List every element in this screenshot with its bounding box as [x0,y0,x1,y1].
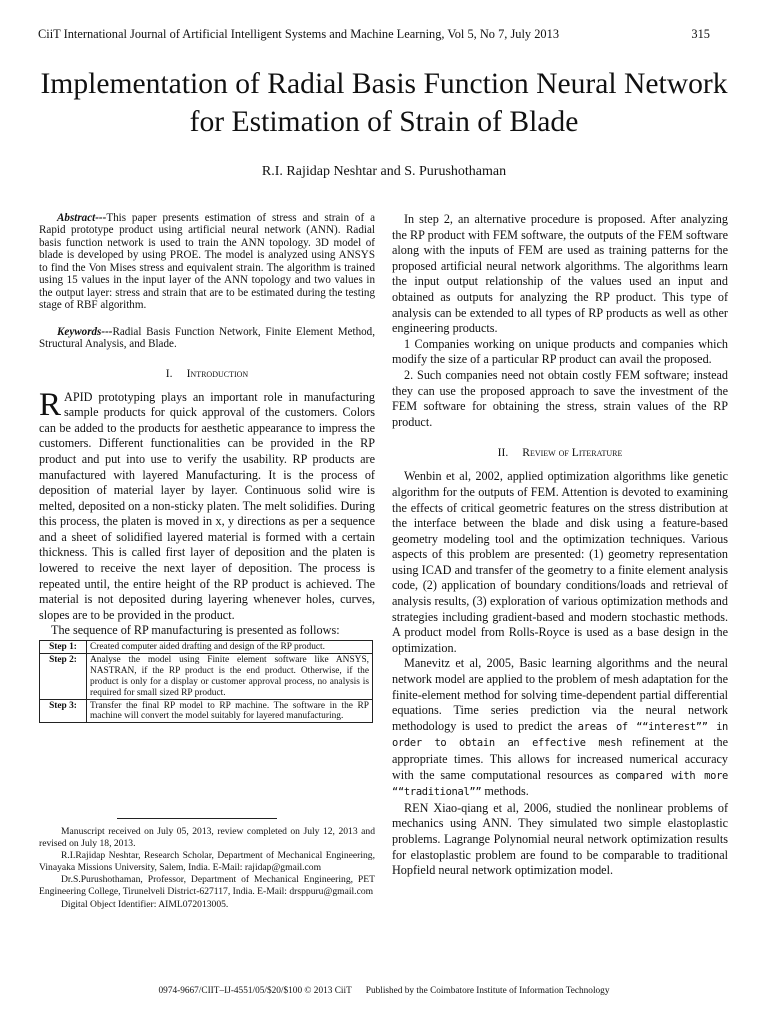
step-label: Step 3: [40,699,87,723]
footnotes [39,826,375,911]
table-row [40,653,373,699]
step-label: Step 2: [40,653,87,699]
section-title: Introduction [186,366,249,380]
running-header [38,26,710,42]
intro-paragraph [39,386,375,624]
step-description: Analyse the model using Finite element software like ANSYS, NASTRAN, if the RP product is the end product. Otherwise, if the product is only for a display or customer approval process, no analysis is required for small sized RP product. [87,653,373,699]
footnote-author-2: Dr.S.Purushothaman, Professor, Department of Mechanical Engineering, PET Engineering College, Tirunelveli District-627117, India. E-Mail: drsppuru@gmail.com [39,874,375,898]
step-description: Transfer the final RP model to RP machine. The software in the RP machine will convert the model suitably for layered manufacturing. [87,699,373,723]
step-description: Created computer aided drafting and design of the RP product. [87,641,373,654]
footnote-divider [117,818,277,819]
intro-paragraph-text: APID prototyping plays an important role in manufacturing sample products for quick approval of the customers. Colors can be added to the products for aesthetic appearance to impress the customers. Different functionalities can be provided in the RP product and put into use to verify the usability. RP products are manufactured with layered Manufacturing. It is the process of deposition of material layer by layer. Continuous solid wire is melted, deposited on a non-sticky platen. The melt solidifies. During this process, the platen is moved in x, y directions as per a sequence and a sheet of solidified layered material is formed with a certain thickness. This is called first layer of deposition and the platen is lowered to receive the next layer of deposition. The process is repeated until, the entire height of the RP product is achieved. The material is not deposited during layering whenever holes, curves, slopes are to be provided in the product. [39,389,375,622]
footer-publisher: Published by the Coimbatore Institute of Information Technology [365,986,610,996]
review-paragraph-2-mono-b: compared with more ““traditional”” [392,769,729,799]
page-number: 315 [691,27,710,41]
step-label: Step 1: [40,641,87,654]
sequence-intro: The sequence of RP manufacturing is presented as follows: [51,623,340,638]
list-item-2: 2. Such companies need not obtain costly FEM software; instead they can use the proposed approach to save the investment of the FEM software for obtaining the stress, strain values of the RP product. [392,367,728,429]
step2-paragraph: In step 2, an alternative procedure is proposed. After analyzing the RP product with FEM software, the outputs of the FEM software along with the inputs of FEM are used as training patterns for the proposed artificial neural network algorithms. The algorithms learn the input output relationship of the values used an input and obtained as outputs for analyzing the RP product. This type of analysis can be extended to all types of RP products as well as other engineering products. [392,212,728,336]
review-paragraph-2-text-c: methods. [484,784,529,799]
left-column [39,212,375,723]
footer-issn: 0974-9667/CIIT–IJ-4551/05/$20/$100 © 2013 CiiT [158,986,352,996]
journal-citation: CiiT International Journal of Artificial Intelligent Systems and Machine Learning, Vol 5, No 7, July 2013 [38,27,560,41]
footnote-received: Manuscript received on July 05, 2013, review completed on July 12, 2013 and revised on July 18, 2013. [39,826,375,850]
keywords [39,326,375,351]
footnote-doi: Digital Object Identifier: AIML072013005. [61,898,229,910]
author-line: R.I. Rajidap Neshtar and S. Purushothaman [261,164,507,179]
section-title: Review of Literature [522,446,623,460]
page-footer [40,985,728,997]
review-paragraph-2-text-b: refinement at the appropriate times. This allows for increased numerical accuracy with the same computational resources as [392,735,728,782]
review-paragraph-1: Wenbin et al, 2002, applied optimization algorithms like genetic algorithm for the outputs of FEM. Attention is devoted to examining the effects of critical geometric features on the stress distribution at the interface between the blade and disk using a feature-based geometry modeling tool and the optimization techniques. Various aspects of this problem are presented: (1) geometry representation using ICAD and transfer of the geometry to a finite element analysis code, (2) application of boundary conditions/loads and retrieval of analysis results, (3) exploration of various optimization methods and strategies including gradient-based and modern stochastic methods. A product model from Rolls-Royce is used as a base design in the optimization. [392,469,728,655]
footnote-author-1: R.I.Rajidap Neshtar, Research Scholar, Department of Mechanical Engineering, Vinayaka Missions University, Salem, India. E-Mail: rajidap@gmail.com [39,850,375,874]
steps-table [39,640,373,723]
section-heading-introduction [39,367,375,381]
table-row [40,641,373,654]
keywords-text: Radial Basis Function Network, Finite Element Method, Structural Analysis, and Blade. [39,325,375,351]
section-number: I. [165,366,173,380]
keywords-lead: Keywords--- [57,325,113,338]
abstract-text: This paper presents estimation of stress and strain of a Rapid prototype product using artificial neural network (ANN). Radial basis function network is used to train the ANN topology. 3D model of blade is developed by using PROE. The model is analyzed using ANSYS to find the Von Mises stress and equivalent strain. The algorithm is trained using 15 values in the input layer of the ANN topology and two values in the output layer: stress and strain that are to be estimated during the testing stage of RBF algorithm. [39,212,375,312]
table-row [40,699,373,723]
drop-cap: R [39,386,62,423]
section-heading-review [392,446,728,460]
review-paragraph-2-text-a: Manevitz et al, 2005, Basic learning algorithms and the neural network model are applied to the problem of mesh adaptation for the finite-element method for solving time-dependent partial differential equations. Time series prediction via the neural network methodology is used to predict the [392,656,728,733]
review-paragraph-3: REN Xiao-qiang et al, 2006, studied the nonlinear problems of mechanics using ANN. They simulated two simple elastoplastic problems. Lagrange Polynomial neural network optimization results for elastoplastic problem are found to be comparable to traditional Hopfield neural network optimization model. [392,800,728,878]
abstract-lead: Abstract--- [57,212,107,224]
right-column [392,212,728,879]
review-paragraph-2-mono-a: areas of ““interest”” in order to obtain an effective mesh [392,720,728,750]
paper-title: Implementation of Radial Basis Function Neural Network for Estimation of Strain of Blade [40,68,728,138]
section-number: II. [497,446,509,460]
abstract [39,212,375,312]
review-paragraph-2 [392,656,728,800]
list-item-1: 1 Companies working on unique products and companies which modify the size of a particular RP product can avail the proposed. [392,336,728,367]
